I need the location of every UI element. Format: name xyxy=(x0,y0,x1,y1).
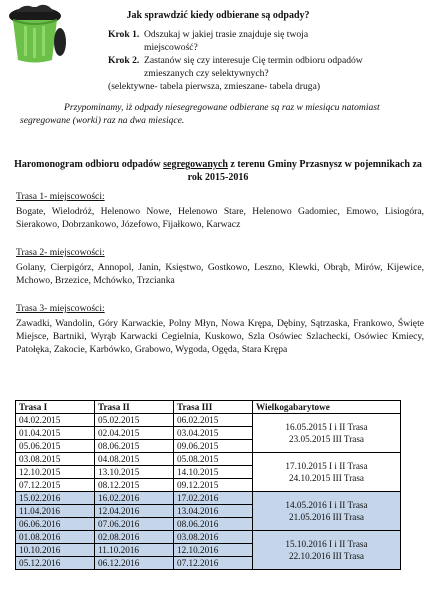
bulky-waste-date: 16.05.2015 I i II Trasa xyxy=(285,422,368,432)
schedule-table xyxy=(15,400,401,570)
date-cell: 13.10.2015 xyxy=(95,466,174,479)
date-cell: 08.12.2015 xyxy=(95,479,174,492)
date-cell: 01.08.2016 xyxy=(16,531,95,544)
table-row xyxy=(16,453,401,466)
date-cell: 13.04.2016 xyxy=(174,505,253,518)
step2-label: Krok 2. xyxy=(108,55,140,66)
steps xyxy=(108,28,426,93)
date-cell: 04.08.2015 xyxy=(95,453,174,466)
date-cell: 12.10.2016 xyxy=(174,544,253,557)
route-1-section xyxy=(16,190,424,231)
date-cell: 08.06.2016 xyxy=(174,518,253,531)
col-header-wielkogabarytowe: Wielkogabarytowe xyxy=(253,401,401,414)
date-cell: 06.02.2015 xyxy=(174,414,253,427)
date-cell: 09.06.2015 xyxy=(174,440,253,453)
date-cell: 12.04.2016 xyxy=(95,505,174,518)
date-cell: 03.08.2015 xyxy=(16,453,95,466)
col-header-trasa-1: Trasa I xyxy=(16,401,95,414)
date-cell: 05.12.2016 xyxy=(16,557,95,570)
date-cell: 07.12.2016 xyxy=(174,557,253,570)
step2-note: (selektywne- tabela pierwsza, zmieszane- tabela druga) xyxy=(108,81,321,92)
date-cell: 11.04.2016 xyxy=(16,505,95,518)
date-cell: 09.12.2015 xyxy=(174,479,253,492)
date-cell: 07.12.2015 xyxy=(16,479,95,492)
bulky-waste-date: 23.05.2015 III Trasa xyxy=(288,434,365,444)
schedule-heading xyxy=(14,158,422,184)
page-title: Jak sprawdzić kiedy odbierane są odpady? xyxy=(126,10,310,21)
route-1-heading: Trasa 1- miejscowości: xyxy=(16,191,105,202)
date-cell: 06.12.2016 xyxy=(95,557,174,570)
date-cell: 14.10.2015 xyxy=(174,466,253,479)
date-cell: 05.02.2015 xyxy=(95,414,174,427)
bulky-waste-date: 22.10.2016 III Trasa xyxy=(288,551,365,561)
bulky-waste-date: 24.10.2015 III Trasa xyxy=(288,473,365,483)
date-cell: 03.04.2015 xyxy=(174,427,253,440)
date-cell: 06.06.2016 xyxy=(16,518,95,531)
bulky-waste-cell xyxy=(253,531,401,570)
route-1-list: Bogate, Wielodróż, Helenowo Nowe, Helenowo Stare, Helenowo Gadomiec, Emowo, Lisiogóra, Sierakowo, Dobrzankowo, Józefowo, Fijałkowo, Karwacz xyxy=(16,206,424,230)
date-cell: 15.02.2016 xyxy=(16,492,95,505)
bulky-waste-date: 14.05.2016 I i II Trasa xyxy=(285,500,368,510)
reminder-text: Przypominamy, iż odpady niesegregowane odbierane są raz w miesiącu natomiast segregowane (worki) raz na dwa miesiące. xyxy=(20,102,380,126)
bulky-waste-cell xyxy=(253,492,401,531)
date-cell: 12.10.2015 xyxy=(16,466,95,479)
route-2-heading: Trasa 2- miejscowości: xyxy=(16,247,105,258)
bulky-waste-date: 21.05.2016 III Trasa xyxy=(288,512,365,522)
date-cell: 16.02.2016 xyxy=(95,492,174,505)
bulky-waste-cell xyxy=(253,414,401,453)
route-3-section xyxy=(16,302,424,356)
route-2-list: Golany, Cierpigórz, Annopol, Janin, Księstwo, Gostkowo, Leszno, Klewki, Obrąb, Mirów, Kijewice, Mchowo, Brzezice, Mchówko, Trzcianka xyxy=(16,262,424,286)
date-cell: 11.10.2016 xyxy=(95,544,174,557)
date-cell: 10.10.2016 xyxy=(16,544,95,557)
step1-label: Krok 1. xyxy=(108,29,140,40)
route-3-list: Zawadki, Wandolin, Góry Karwackie, Polny Młyn, Nowa Krępa, Dębiny, Sątrzaska, Frankowo, Święte Miejsce, Bartniki, Wyrąb Karwacki Cegielnia, Kuskowo, Szla Osówiec Szlachecki, Osówiec Kmiecy, Patołęka, Zakocie, Karbówko, Grabowo, Wygoda, Ogęda, Stara Krępa xyxy=(16,318,424,355)
date-cell: 05.08.2015 xyxy=(174,453,253,466)
col-header-trasa-3: Trasa III xyxy=(174,401,253,414)
route-3-heading: Trasa 3- miejscowości: xyxy=(16,303,105,314)
date-cell: 02.04.2015 xyxy=(95,427,174,440)
bulky-waste-date: 15.10.2016 I i II Trasa xyxy=(285,539,368,549)
step2-text-cont: zmieszanych czy selektywnych? xyxy=(144,68,269,79)
date-cell: 07.06.2016 xyxy=(95,518,174,531)
col-header-trasa-2: Trasa II xyxy=(95,401,174,414)
table-row xyxy=(16,414,401,427)
date-cell: 08.06.2015 xyxy=(95,440,174,453)
date-cell: 03.08.2016 xyxy=(174,531,253,544)
table-body xyxy=(16,414,401,570)
bulky-waste-cell xyxy=(253,453,401,492)
bulky-waste-date: 17.10.2015 I i II Trasa xyxy=(285,461,368,471)
schedule-heading-part1: Haromonogram odbioru odpadów xyxy=(14,159,164,170)
route-2-section xyxy=(16,246,424,287)
schedule-heading-underlined: segregowanych xyxy=(163,159,228,170)
date-cell: 04.02.2015 xyxy=(16,414,95,427)
date-cell: 05.06.2015 xyxy=(16,440,95,453)
step2-text: Zastanów się czy interesuje Cię termin odbioru odpadów xyxy=(144,55,363,66)
table-row xyxy=(16,492,401,505)
schedule-heading-part2: z terenu Gminy Przasnysz w pojemnikach za rok 2015-2016 xyxy=(187,159,422,183)
table-header-row xyxy=(16,401,401,414)
date-cell: 01.04.2015 xyxy=(16,427,95,440)
step1-text: Odszukaj w jakiej trasie znajduje się twoja xyxy=(144,29,309,40)
step1-text-cont: miejscowość? xyxy=(144,42,198,53)
date-cell: 17.02.2016 xyxy=(174,492,253,505)
date-cell: 02.08.2016 xyxy=(95,531,174,544)
table-row xyxy=(16,531,401,544)
